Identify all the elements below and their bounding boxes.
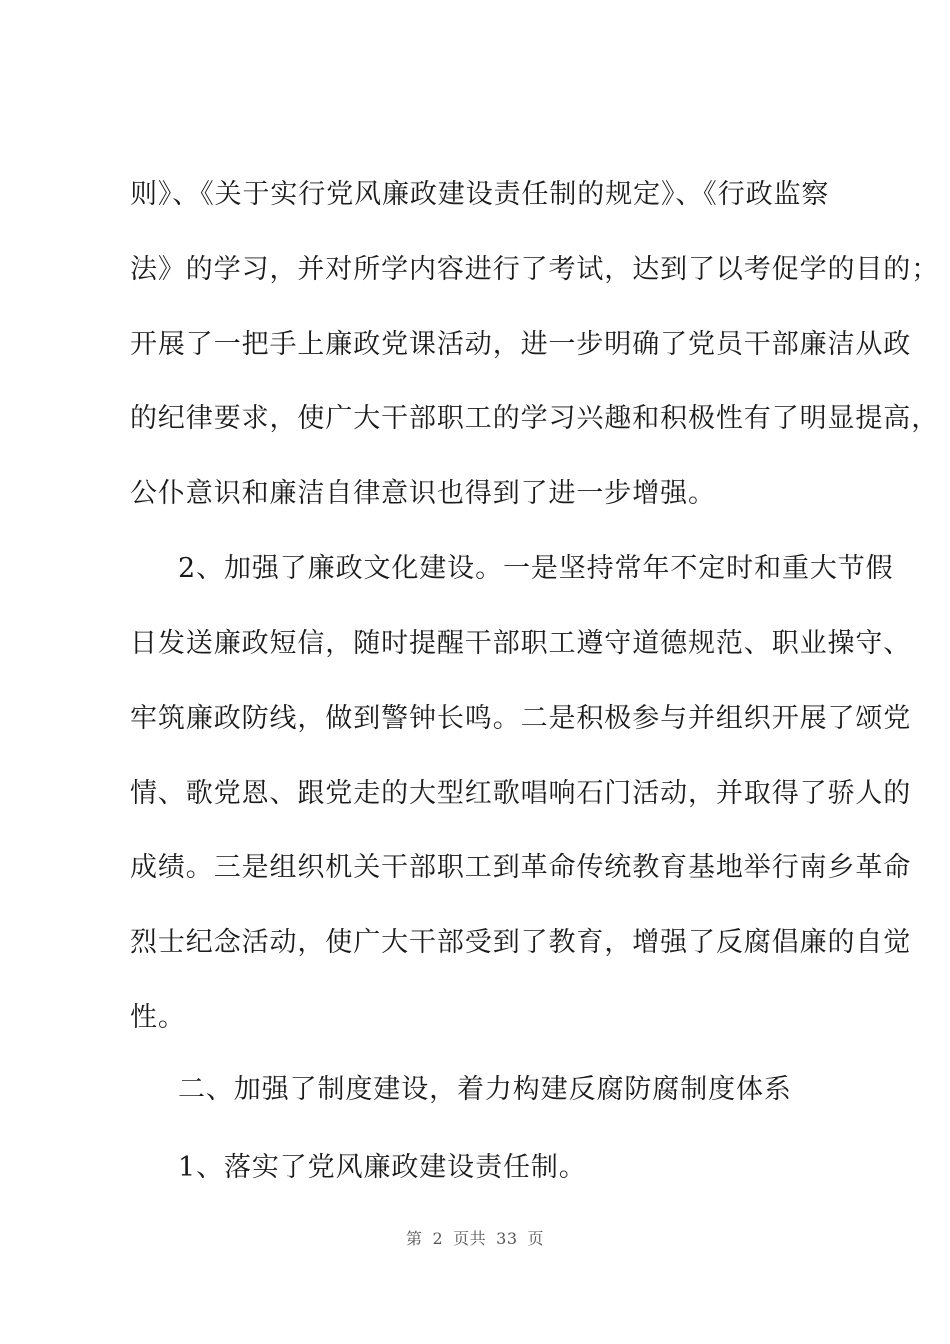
body-text-line: 性。 — [130, 1002, 186, 1033]
footer-label-of: 页共 — [453, 1229, 487, 1248]
body-text-line: 则》、《关于实行党风廉政建设责任制的规定》、《行政监察 — [130, 179, 830, 210]
body-text-line: 情、歌党恩、跟党走的大型红歌唱响石门活动，并取得了骄人的 — [130, 778, 912, 809]
body-text-line: 成绩。三是组织机关干部职工到革命传统教育基地举行南乡革命 — [130, 852, 912, 883]
footer-current-page: 2 — [432, 1229, 444, 1248]
body-text-line: 日发送廉政短信，随时提醒干部职工遵守道德规范、职业操守、 — [130, 628, 912, 659]
body-text-line: 法》的学习，并对所学内容进行了考试，达到了以考促学的目的； — [130, 254, 940, 285]
footer-label-page: 第 — [405, 1229, 423, 1248]
body-text-line: 公仆意识和廉洁自律意识也得到了进一步增强。 — [130, 478, 716, 509]
body-text-line: 的纪律要求，使广大干部职工的学习兴趣和积极性有了明显提高， — [130, 403, 940, 434]
body-text-line: 烈士纪念活动，使广大干部受到了教育，增强了反腐倡廉的自觉 — [130, 927, 912, 958]
body-text-line: 开展了一把手上廉政党课活动，进一步明确了党员干部廉洁从政 — [130, 329, 912, 360]
body-text-line: 1、落实了党风廉政建设责任制。 — [178, 1152, 587, 1183]
footer-total-pages: 33 — [496, 1229, 518, 1248]
footer-label-end: 页 — [527, 1229, 545, 1248]
paragraph-start-line: 2、加强了廉政文化建设。一是坚持常年不定时和重大节假 — [178, 553, 894, 584]
body-text-line: 牢筑廉政防线，做到警钟长鸣。二是积极参与并组织开展了颂党 — [130, 703, 912, 734]
section-heading: 二、加强了制度建设，着力构建反腐防腐制度体系 — [178, 1074, 792, 1105]
page-footer — [0, 1226, 950, 1249]
